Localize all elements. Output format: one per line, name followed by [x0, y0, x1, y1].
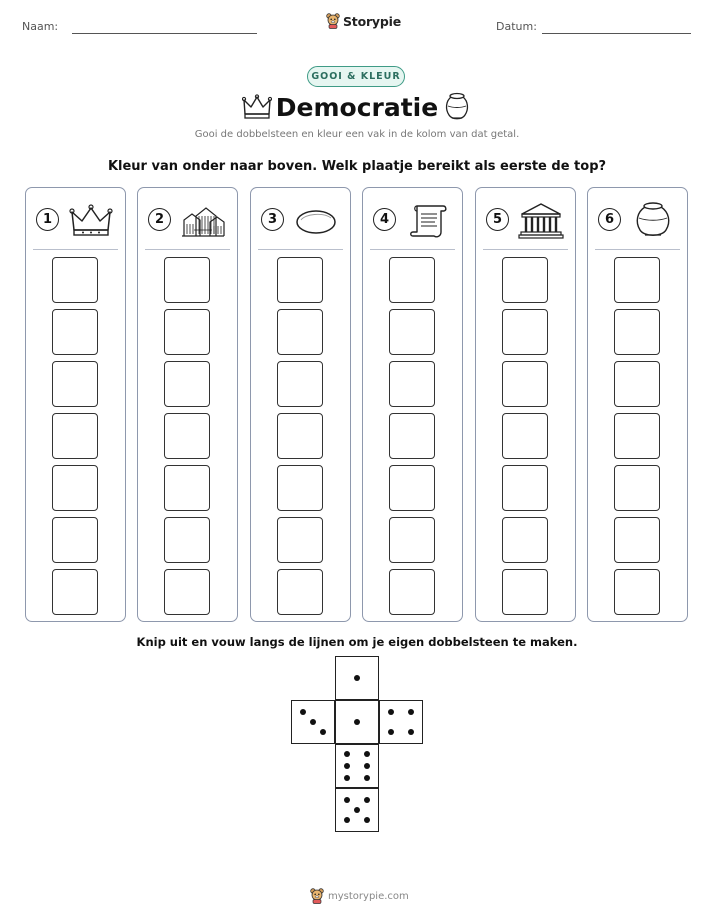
color-cell[interactable] [164, 413, 210, 459]
crown-icon [68, 200, 114, 240]
color-cell[interactable] [277, 361, 323, 407]
brand-logo [326, 13, 401, 29]
color-cell[interactable] [614, 257, 660, 303]
dice-pip [344, 797, 350, 803]
column-5 [475, 187, 576, 622]
color-cell[interactable] [614, 361, 660, 407]
color-cell[interactable] [277, 569, 323, 615]
dice-pip [388, 709, 394, 715]
dice-pip [364, 751, 370, 757]
dice-pip [354, 675, 360, 681]
column-number: 1 [36, 208, 59, 231]
color-cell[interactable] [614, 569, 660, 615]
color-cell[interactable] [502, 361, 548, 407]
color-cell[interactable] [277, 413, 323, 459]
color-cell[interactable] [502, 413, 548, 459]
column-number: 3 [261, 208, 284, 231]
color-cell[interactable] [389, 517, 435, 563]
dice-pip [320, 729, 326, 735]
color-cell[interactable] [164, 361, 210, 407]
greek-temple-icon [518, 200, 564, 240]
cut-instruction: Knip uit en vouw langs de lijnen om je eigen dobbelsteen te maken. [136, 635, 578, 649]
dice-face-4 [379, 700, 423, 744]
column-2 [137, 187, 238, 622]
date-line[interactable] [542, 33, 691, 34]
dice-pip [408, 729, 414, 735]
footer-url[interactable]: mystorypie.com [328, 890, 409, 902]
page-subtitle: Gooi de dobbelsteen en kleur een vak in de kolom van dat getal. [194, 129, 520, 140]
color-cell[interactable] [614, 309, 660, 355]
color-cell[interactable] [502, 257, 548, 303]
color-cell[interactable] [389, 569, 435, 615]
column-divider [145, 249, 230, 250]
dice-pip [364, 797, 370, 803]
dice-pip [310, 719, 316, 725]
color-cell[interactable] [277, 517, 323, 563]
color-cell[interactable] [614, 517, 660, 563]
dice-pip [354, 807, 360, 813]
color-cell[interactable] [164, 309, 210, 355]
color-cell[interactable] [389, 413, 435, 459]
color-cell[interactable] [164, 569, 210, 615]
color-cell[interactable] [389, 309, 435, 355]
activity-badge: GOOI & KLEUR [307, 66, 405, 87]
color-cell[interactable] [52, 413, 98, 459]
color-cell[interactable] [164, 465, 210, 511]
ancient-city-icon [180, 200, 226, 240]
dice-pip [344, 763, 350, 769]
column-3 [250, 187, 351, 622]
color-cell[interactable] [277, 465, 323, 511]
color-cell[interactable] [164, 517, 210, 563]
date-label: Datum: [496, 20, 537, 33]
color-cell[interactable] [277, 309, 323, 355]
color-cell[interactable] [52, 309, 98, 355]
color-cell[interactable] [502, 517, 548, 563]
voting-pebble-icon [293, 200, 339, 240]
name-label: Naam: [22, 20, 59, 33]
color-cell[interactable] [389, 361, 435, 407]
dice-pip [388, 729, 394, 735]
column-divider [483, 249, 568, 250]
bear-icon [326, 13, 340, 29]
dice-face-3 [291, 700, 335, 744]
column-divider [33, 249, 118, 250]
dice-face-1 [335, 700, 379, 744]
name-line[interactable] [72, 33, 257, 34]
color-cell[interactable] [52, 517, 98, 563]
color-cell[interactable] [277, 257, 323, 303]
coloring-instruction: Kleur van onder naar boven. Welk plaatje bereikt als eerste de top? [107, 159, 607, 174]
dice-pip [344, 775, 350, 781]
color-cell[interactable] [614, 413, 660, 459]
dice-pip [364, 763, 370, 769]
dice-face-1 [335, 656, 379, 700]
column-number: 2 [148, 208, 171, 231]
dice-pip [344, 817, 350, 823]
dice-pip [408, 709, 414, 715]
color-cell[interactable] [52, 361, 98, 407]
color-cell[interactable] [389, 257, 435, 303]
color-cell[interactable] [502, 309, 548, 355]
column-divider [258, 249, 343, 250]
dice-face-5 [335, 788, 379, 832]
scroll-icon [405, 200, 451, 240]
color-cell[interactable] [389, 465, 435, 511]
footer [310, 888, 409, 904]
dice-pip [354, 719, 360, 725]
column-6 [587, 187, 688, 622]
color-cell[interactable] [52, 257, 98, 303]
page-title: Democratie [275, 93, 439, 122]
column-divider [595, 249, 680, 250]
dice-pip [344, 751, 350, 757]
color-cell[interactable] [502, 569, 548, 615]
color-cell[interactable] [164, 257, 210, 303]
color-cell[interactable] [52, 465, 98, 511]
column-number: 4 [373, 208, 396, 231]
dice-pip [364, 817, 370, 823]
dice-pip [364, 775, 370, 781]
dice-pip [300, 709, 306, 715]
column-1 [25, 187, 126, 622]
amphora-icon [630, 200, 676, 240]
vase-icon [443, 92, 471, 122]
column-number: 5 [486, 208, 509, 231]
color-cell[interactable] [614, 465, 660, 511]
column-number: 6 [598, 208, 621, 231]
column-divider [370, 249, 455, 250]
bear-icon [310, 888, 324, 904]
brand-name: Storypie [343, 13, 401, 29]
color-cell[interactable] [502, 465, 548, 511]
color-cell[interactable] [52, 569, 98, 615]
dice-face-6 [335, 744, 379, 788]
column-4 [362, 187, 463, 622]
